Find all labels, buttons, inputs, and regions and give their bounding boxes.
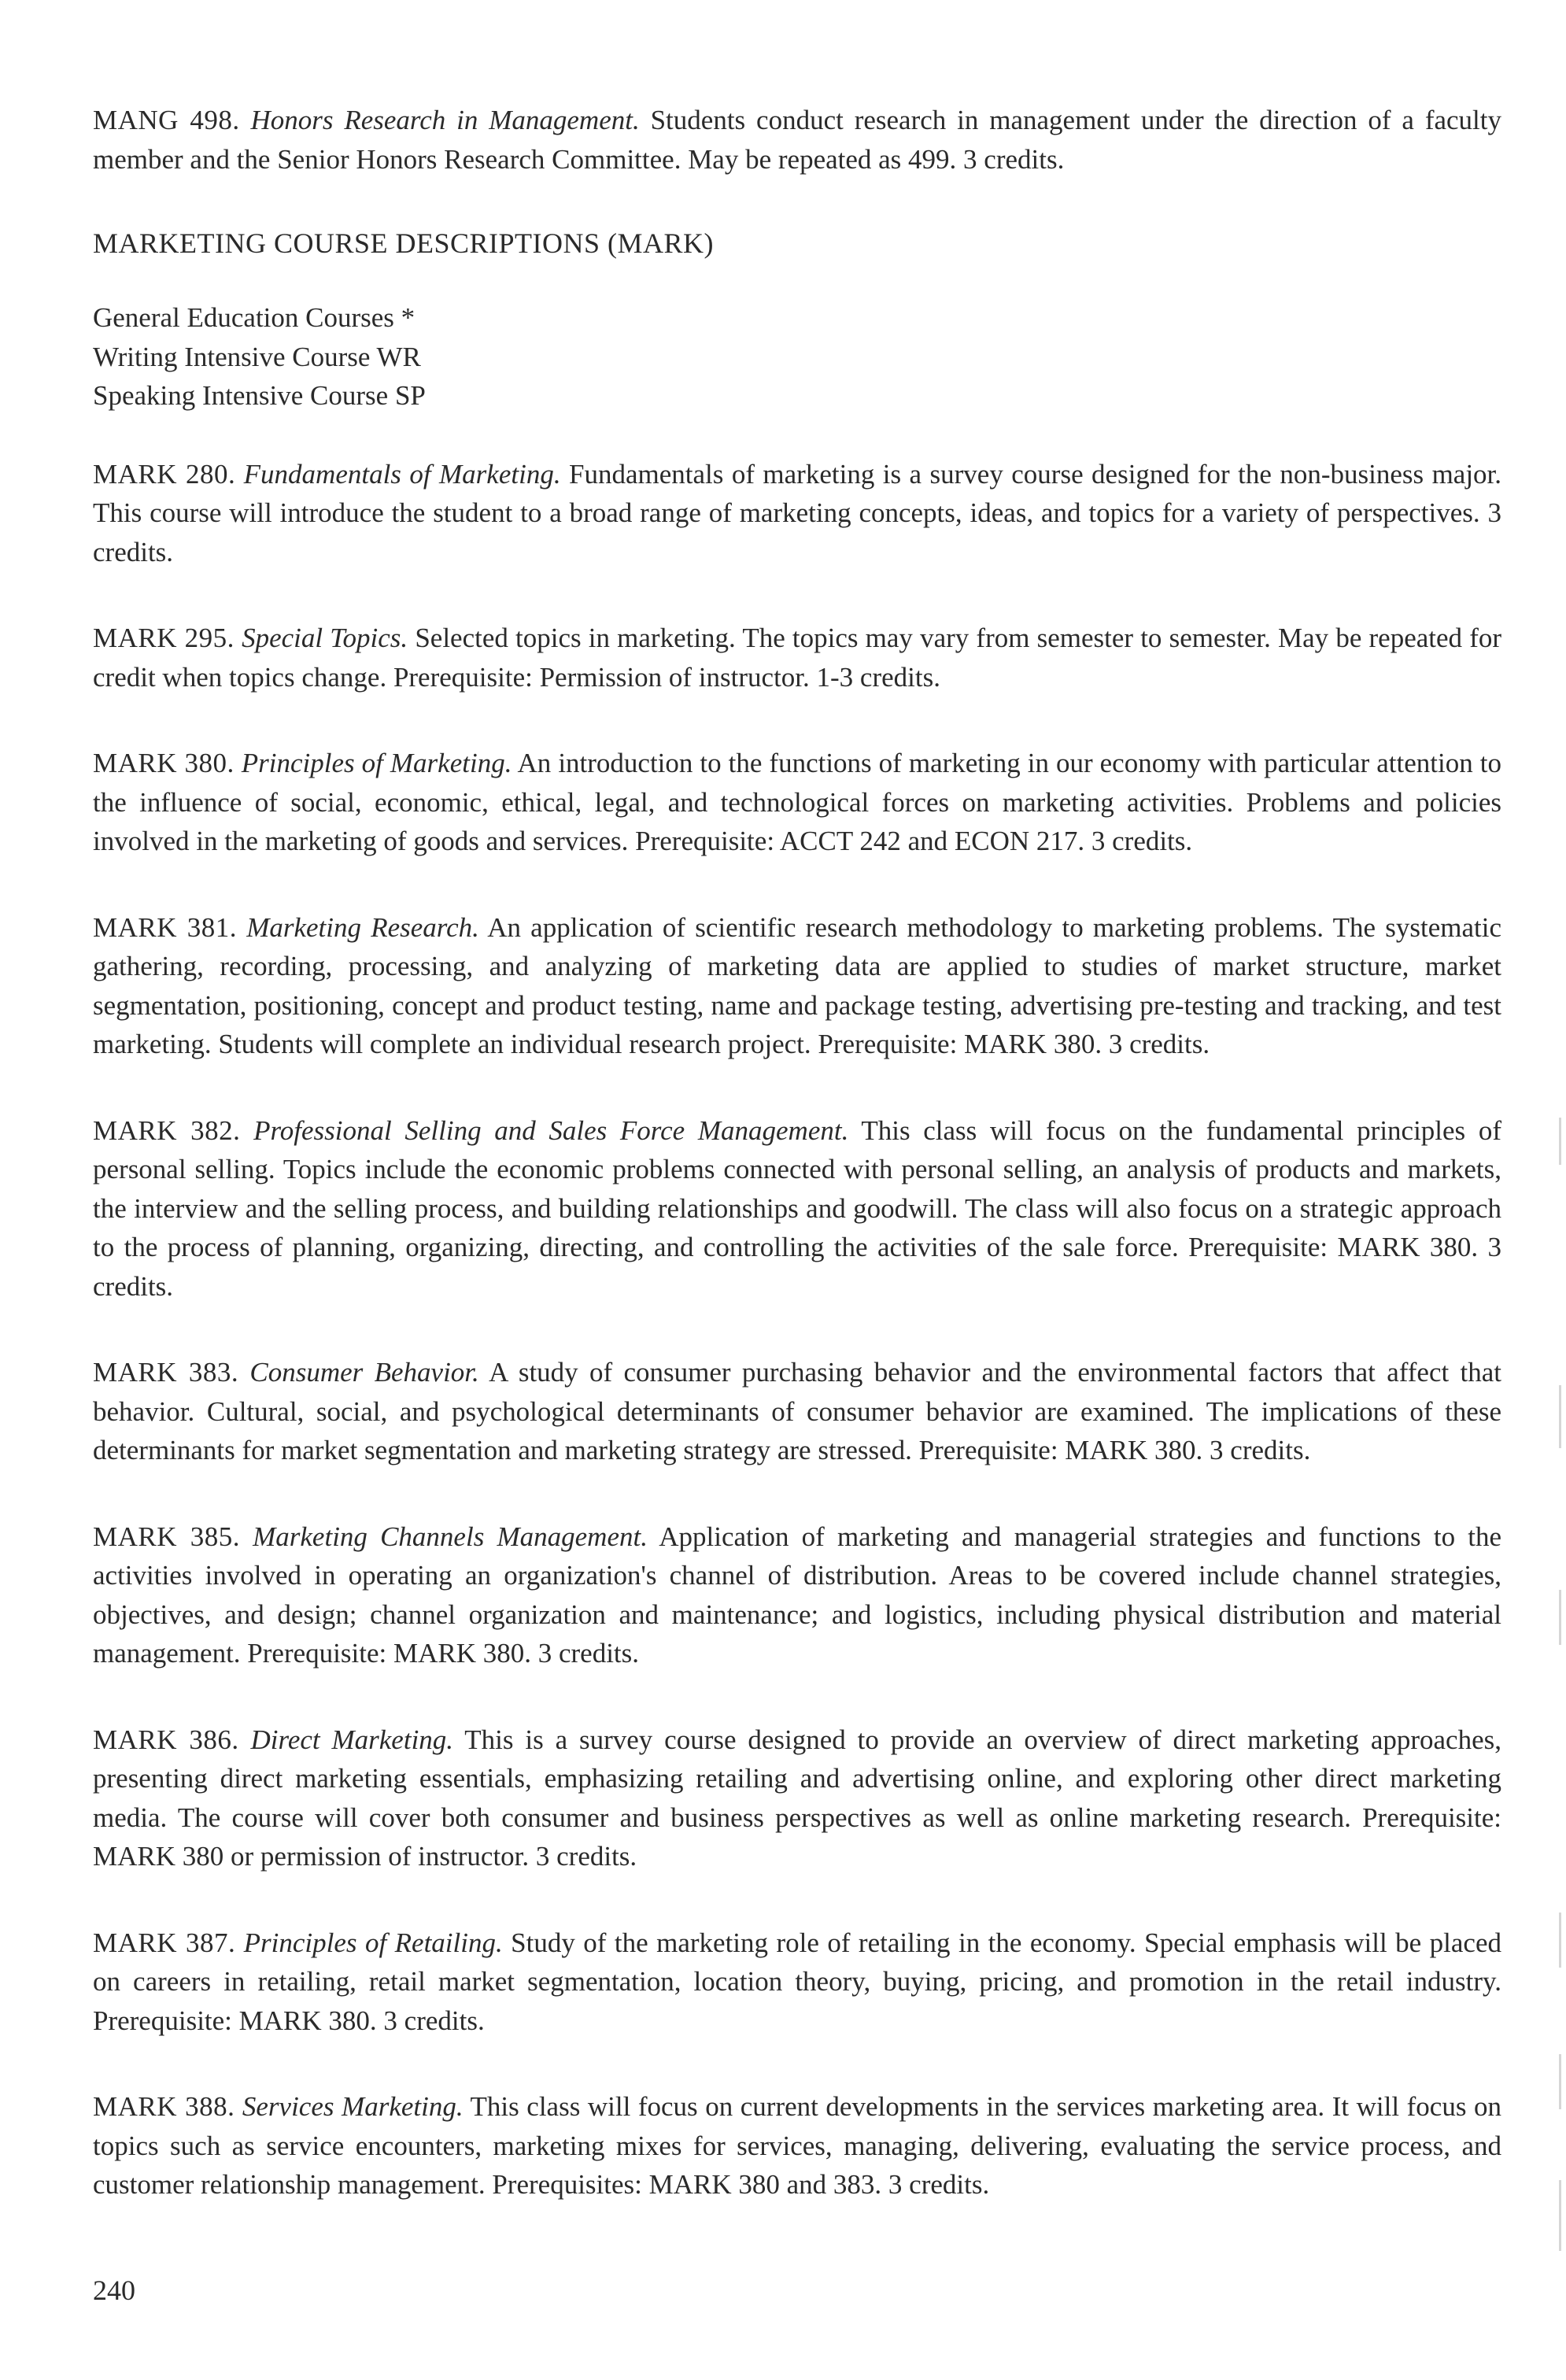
scan-edge-mark: [1559, 2054, 1561, 2109]
course-code: MARK 385.: [93, 1521, 240, 1552]
course-code: MARK 387.: [93, 1927, 236, 1958]
course-description: Application of marketing and managerial strategies and functions to the activities involved in operating an organization's channel of distribution. Areas to be covered include channel strategies, objectives, and design; channel organization and maintenance; and logistics, including physical distribution and material management. Prerequisite: MARK 380. 3 credits.: [93, 1521, 1501, 1669]
course-title: Direct Marketing.: [250, 1724, 454, 1755]
page-number: 240: [93, 2275, 135, 2306]
course-entry-mark-280: [93, 455, 1501, 572]
course-description: An application of scientific research methodology to marketing problems. The systematic gathering, recording, processing, and analyzing of marketing data are applied to studies of market structure, market segmentation, positioning, concept and product testing, name and package testing, advertising pre-testing and tracking, and test marketing. Students will complete an individual research project. Prerequisite: MARK 380. 3 credits.: [93, 911, 1501, 1059]
course-description: Fundamentals of marketing is a survey course designed for the non-business major. This course will introduce the student to a broad range of marketing concepts, ideas, and topics for a variety of perspectives. 3 credits.: [93, 458, 1502, 567]
course-title: Marketing Research.: [246, 911, 479, 943]
course-entry-mark-382: [93, 1111, 1501, 1306]
course-code: MARK 383.: [93, 1357, 239, 1388]
legend-writing-intensive: Writing Intensive Course WR: [93, 341, 421, 372]
scan-edge-mark: [1559, 2180, 1561, 2251]
course-code: MARK 382.: [93, 1114, 241, 1146]
course-code: MARK 380.: [93, 748, 235, 778]
scan-edge-mark: [1559, 1590, 1561, 1645]
course-code: MARK 386.: [93, 1724, 239, 1755]
scan-edge-mark: [1559, 1913, 1561, 1968]
course-title: Professional Selling and Sales Force Management.: [253, 1114, 849, 1146]
course-entry-mark-380: [93, 744, 1501, 861]
course-legend: [93, 298, 1501, 416]
scan-edge-mark: [1559, 1118, 1561, 1165]
course-title: Marketing Channels Management.: [253, 1521, 648, 1552]
course-code: MARK 295.: [93, 623, 235, 653]
course-code: MANG 498.: [93, 105, 240, 135]
course-entry-mark-386: [93, 1720, 1501, 1876]
course-description: This class will focus on the fundamental principles of personal selling. Topics include the economic problems connected with personal selling, an analysis of products and markets, the interview and the selling process, and building relationships and goodwill. The class will also focus on a strategic approach to the process of planning, organizing, directing, and controlling the activities of the sale force. Prerequisite: MARK 380. 3 credits.: [93, 1114, 1501, 1302]
course-entry-mark-381: [93, 908, 1501, 1064]
legend-general-education: General Education Courses *: [93, 302, 416, 333]
course-title: Principles of Retailing.: [243, 1927, 503, 1958]
course-code: MARK 280.: [93, 458, 236, 490]
catalog-page: [93, 101, 1501, 2204]
course-title: Honors Research in Management.: [250, 105, 640, 135]
section-heading: MARKETING COURSE DESCRIPTIONS (MARK): [93, 227, 715, 259]
course-entry-mang-498: [93, 101, 1501, 179]
course-description: Students conduct research in management under the direction of a faculty member and the Senior Honors Research Committee. May be repeated as 499. 3 credits.: [93, 105, 1501, 175]
course-entry-mark-383: [93, 1353, 1501, 1470]
course-entry-mark-388: [93, 2087, 1501, 2204]
course-description: An introduction to the functions of marketing in our economy with particular attention to the influence of social, economic, ethical, legal, and technological forces on marketing activities. Problems and policies involved in the marketing of goods and services. Prerequisite: ACCT 242 and ECON 217. 3 credits.: [93, 748, 1501, 856]
course-code: MARK 381.: [93, 911, 237, 943]
course-title: Services Marketing.: [242, 2091, 464, 2122]
course-description: This class will focus on current developments in the services marketing area. It will focus on topics such as service encounters, marketing mixes for services, managing, delivering, evaluating the service process, and customer relationship management. Prerequisites: MARK 380 and 383. 3 credits.: [93, 2091, 1502, 2200]
course-description: A study of consumer purchasing behavior and the environmental factors that affect that behavior. Cultural, social, and psychological determinants of consumer behavior are examined. The implications of these determinants for market segmentation and marketing strategy are stressed. Prerequisite: MARK 380. 3 credits.: [93, 1357, 1501, 1465]
course-entry-mark-295: [93, 619, 1501, 697]
course-entry-mark-387: [93, 1924, 1501, 2041]
legend-speaking-intensive: Speaking Intensive Course SP: [93, 380, 426, 411]
course-title: Consumer Behavior.: [249, 1357, 479, 1388]
course-description: Selected topics in marketing. The topics may vary from semester to semester. May be repeated for credit when topics change. Prerequisite: Permission of instructor. 1-3 credits.: [93, 623, 1501, 693]
course-title: Principles of Marketing.: [241, 748, 512, 778]
course-code: MARK 388.: [93, 2091, 235, 2122]
course-description: Study of the marketing role of retailing in the economy. Special emphasis will be placed on careers in retailing, retail market segmentation, location theory, buying, pricing, and promotion in the retail industry. Prerequisite: MARK 380. 3 credits.: [93, 1927, 1501, 2036]
scan-edge-mark: [1559, 1385, 1561, 1448]
course-entry-mark-385: [93, 1517, 1501, 1673]
course-title: Fundamentals of Marketing.: [243, 458, 561, 490]
course-title: Special Topics.: [242, 623, 408, 653]
course-description: This is a survey course designed to provide an overview of direct marketing approaches, presenting direct marketing essentials, emphasizing retailing and advertising online, and exploring other direct marketing media. The course will cover both consumer and business perspectives as well as online marketing research. Prerequisite: MARK 380 or permission of instructor. 3 credits.: [93, 1724, 1501, 1872]
